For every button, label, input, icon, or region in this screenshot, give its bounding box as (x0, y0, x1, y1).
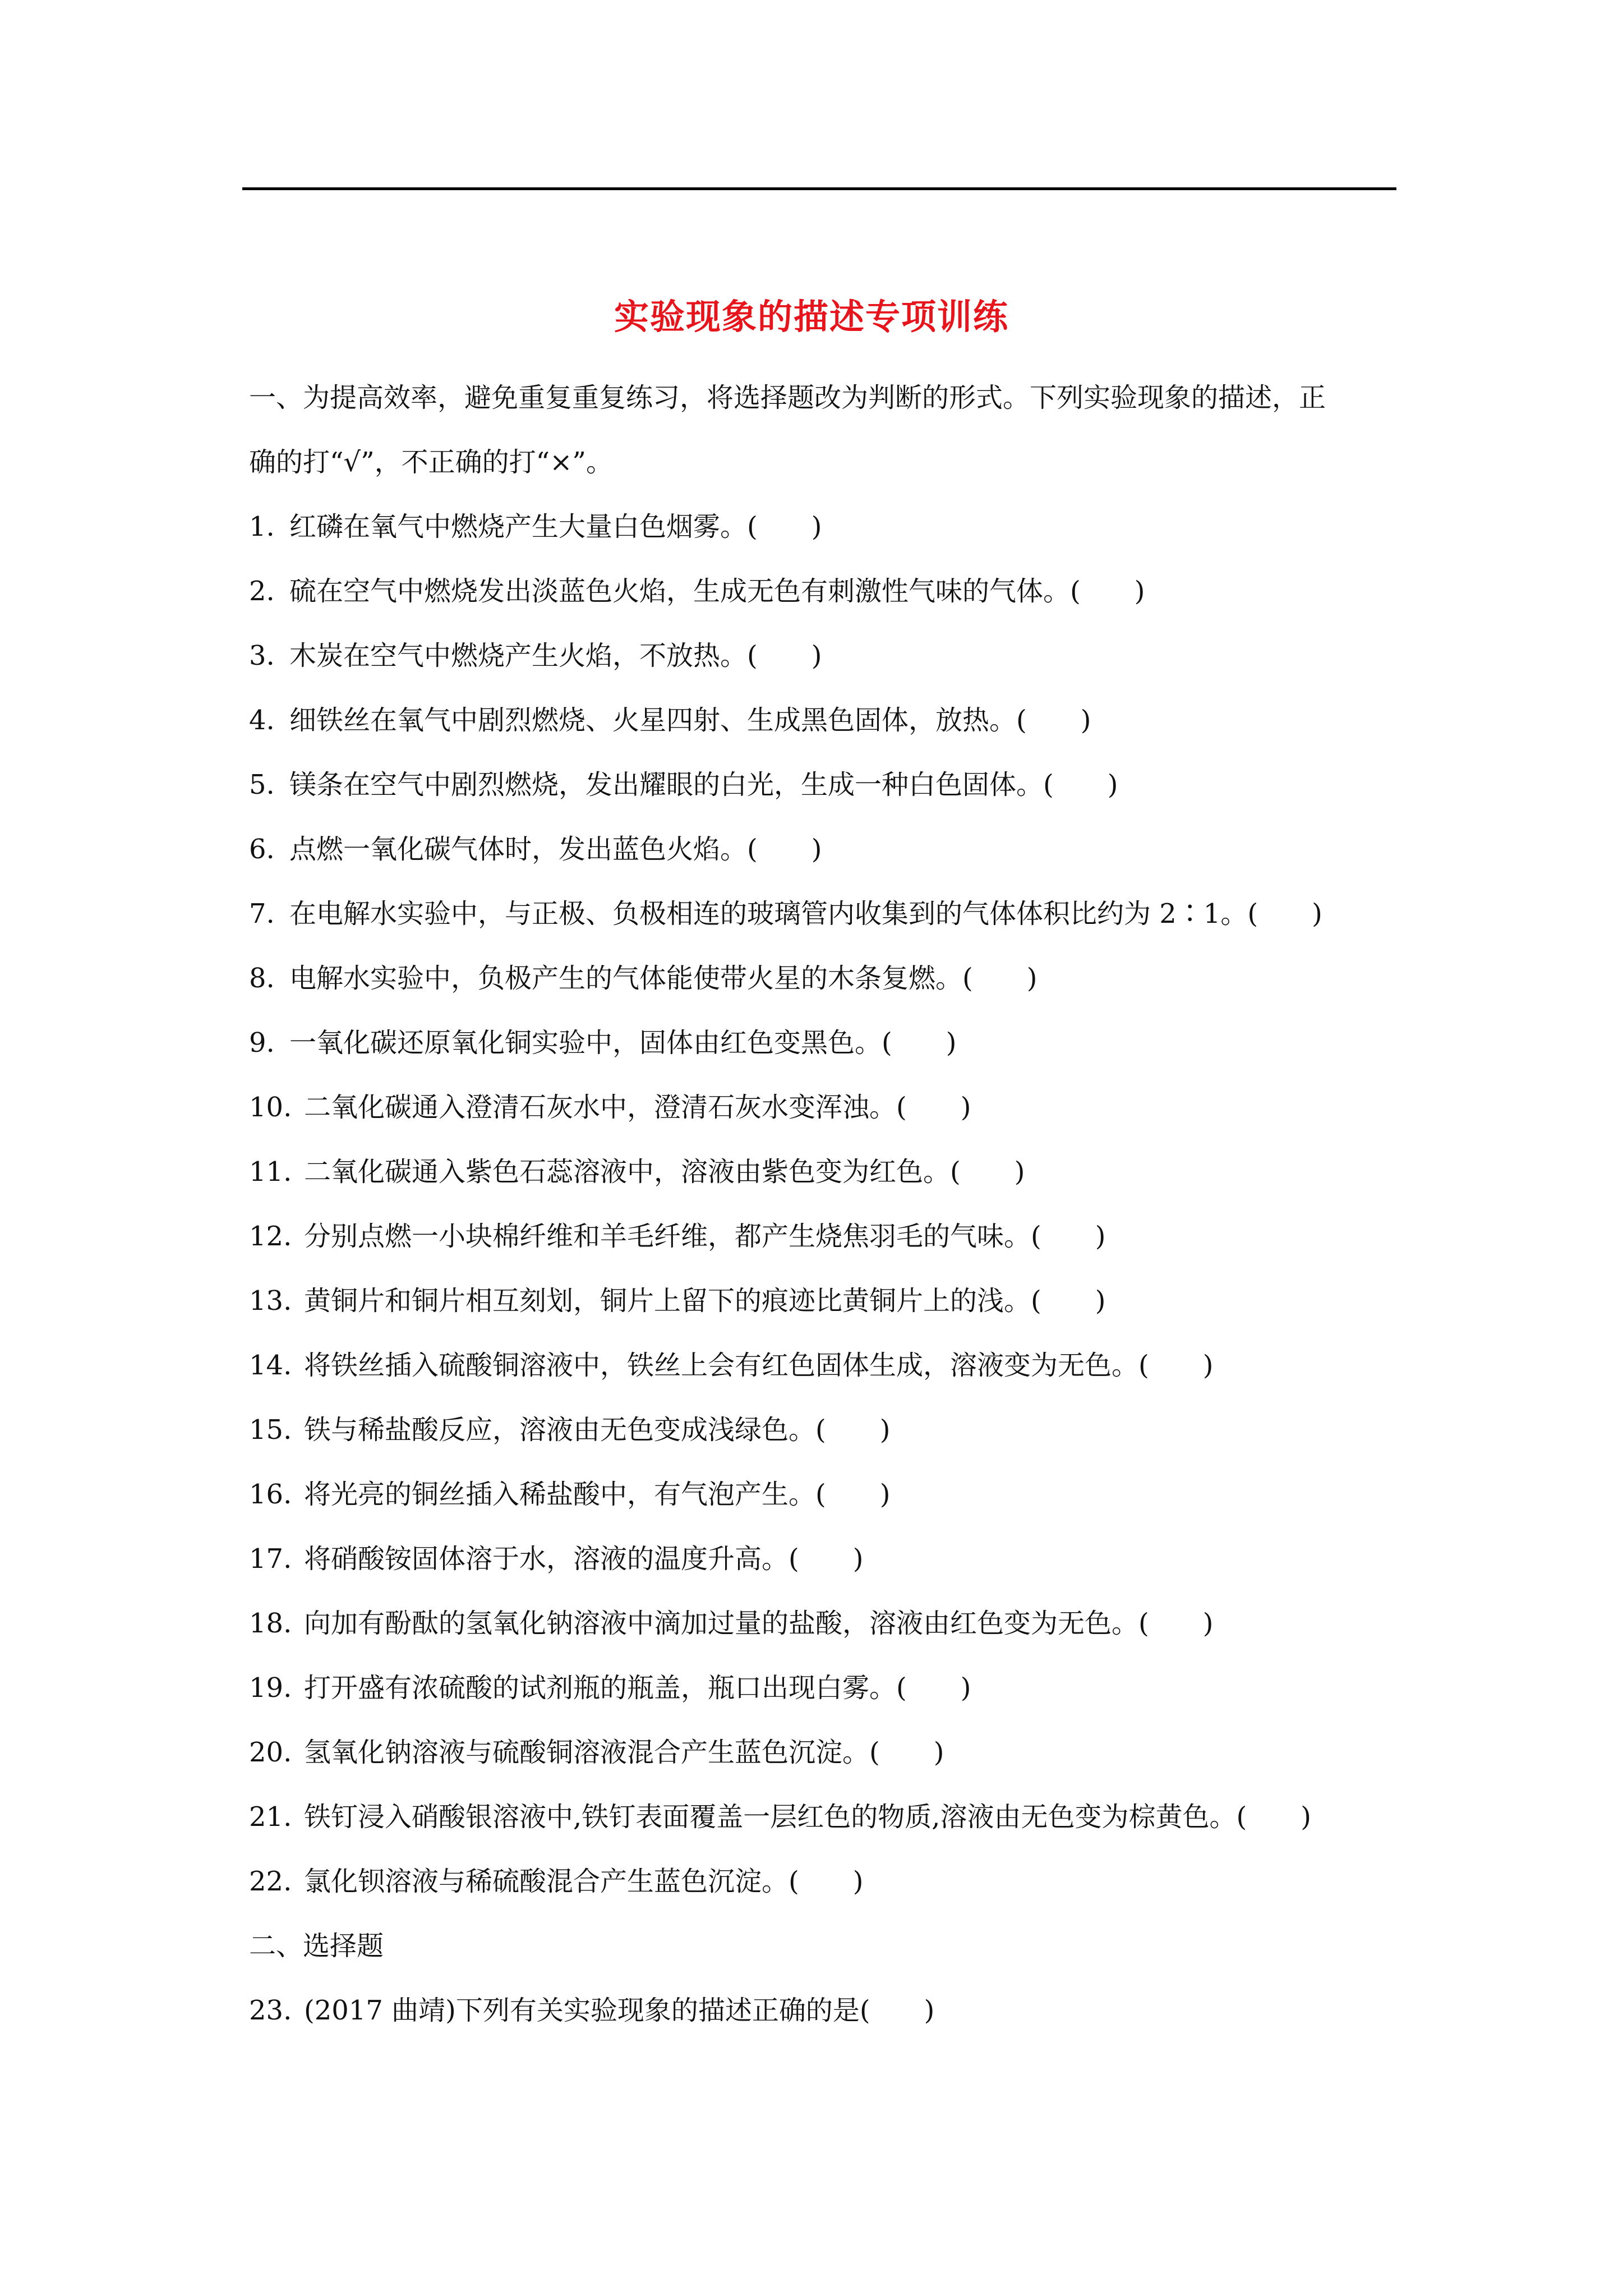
question-text: 氢氧化钠溶液与硫酸铜溶液混合产生蓝色沉淀。( ) (304, 1737, 944, 1768)
question-text: 红磷在氧气中燃烧产生大量白色烟雾。( ) (289, 511, 822, 542)
question-number: 10. (249, 1092, 292, 1123)
question-number: 12. (249, 1221, 292, 1252)
question-list (249, 495, 1399, 1914)
question-text: 二氧化碳通入澄清石灰水中，澄清石灰水变浑浊。( ) (304, 1092, 971, 1123)
question-text: 将铁丝插入硫酸铜溶液中，铁丝上会有红色固体生成，溶液变为无色。( ) (304, 1350, 1214, 1381)
question-number: 22. (249, 1866, 292, 1897)
question-item (249, 495, 1399, 559)
question-text: 黄铜片和铜片相互刻划，铜片上留下的痕迹比黄铜片上的浅。( ) (304, 1285, 1106, 1317)
question-number: 8. (249, 963, 275, 994)
question-number: 15. (249, 1414, 292, 1446)
question-item (249, 1333, 1399, 1398)
question-number: 1. (249, 511, 275, 542)
question-text: 铁与稀盐酸反应，溶液由无色变成浅绿色。( ) (304, 1414, 891, 1446)
question-number: 16. (249, 1479, 292, 1510)
question-item (249, 1591, 1399, 1656)
question-text: 打开盛有浓硫酸的试剂瓶的瓶盖，瓶口出现白雾。( ) (304, 1672, 971, 1704)
intro-line: 一、为提高效率，避免重复重复练习，将选择题改为判断的形式。下列实验现象的描述，正 (249, 382, 1326, 413)
question-number: 3. (249, 640, 275, 671)
section1-intro (249, 366, 1399, 495)
question-item (249, 753, 1399, 817)
question-item (249, 624, 1399, 688)
question-number: 13. (249, 1285, 292, 1317)
question-number: 4. (249, 705, 275, 736)
question-item (249, 1140, 1399, 1204)
question-item (249, 1720, 1399, 1785)
question-text: (2017 曲靖)下列有关实验现象的描述正确的是( ) (304, 1995, 935, 2026)
question-item (249, 1462, 1399, 1527)
question-item (249, 688, 1399, 753)
question-text: 细铁丝在氧气中剧烈燃烧、火星四射、生成黑色固体，放热。( ) (289, 705, 1091, 736)
section2-heading: 二、选择题 (249, 1930, 384, 1962)
question-text: 电解水实验中，负极产生的气体能使带火星的木条复燃。( ) (289, 963, 1038, 994)
intro-line: 确的打“√”，不正确的打“×”。 (249, 447, 613, 478)
question-text: 铁钉浸入硝酸银溶液中,铁钉表面覆盖一层红色的物质,溶液由无色变为棕黄色。( ) (304, 1801, 1311, 1833)
question-item (249, 1527, 1399, 1591)
question-item (249, 882, 1399, 946)
question-text: 木炭在空气中燃烧产生火焰，不放热。( ) (289, 640, 822, 671)
question-number: 23. (249, 1995, 292, 2026)
question-item (249, 1204, 1399, 1269)
question-text: 向加有酚酞的氢氧化钠溶液中滴加过量的盐酸，溶液由红色变为无色。( ) (304, 1608, 1214, 1639)
question-number: 11. (249, 1156, 292, 1188)
question-number: 2. (249, 576, 275, 607)
question-item (249, 559, 1399, 624)
question-text: 在电解水实验中，与正极、负极相连的玻璃管内收集到的气体体积比约为 2∶1。( ) (289, 898, 1322, 930)
question-number: 6. (249, 834, 275, 865)
question-number: 7. (249, 898, 275, 930)
question-item (249, 1656, 1399, 1720)
question-item (249, 946, 1399, 1011)
question-item (249, 817, 1399, 882)
choice-question-list (249, 1978, 1399, 2043)
question-number: 14. (249, 1350, 292, 1381)
question-item (249, 1075, 1399, 1140)
question-text: 将光亮的铜丝插入稀盐酸中，有气泡产生。( ) (304, 1479, 891, 1510)
question-text: 一氧化碳还原氧化铜实验中，固体由红色变黑色。( ) (289, 1027, 957, 1059)
content (249, 366, 1399, 2043)
question-item (249, 1269, 1399, 1333)
question-number: 20. (249, 1737, 292, 1768)
question-number: 5. (249, 769, 275, 800)
question-number: 9. (249, 1027, 275, 1059)
question-number: 17. (249, 1543, 292, 1575)
question-text: 二氧化碳通入紫色石蕊溶液中，溶液由紫色变为红色。( ) (304, 1156, 1025, 1188)
page-title: 实验现象的描述专项训练 (614, 296, 1009, 337)
question-item (249, 1849, 1399, 1914)
question-text: 氯化钡溶液与稀硫酸混合产生蓝色沉淀。( ) (304, 1866, 864, 1897)
header-rule (242, 187, 1396, 190)
question-text: 分别点燃一小块棉纤维和羊毛纤维，都产生烧焦羽毛的气味。( ) (304, 1221, 1106, 1252)
question-text: 镁条在空气中剧烈燃烧，发出耀眼的白光，生成一种白色固体。( ) (289, 769, 1118, 800)
question-text: 硫在空气中燃烧发出淡蓝色火焰，生成无色有刺激性气味的气体。( ) (289, 576, 1145, 607)
question-number: 21. (249, 1801, 292, 1833)
question-number: 19. (249, 1672, 292, 1704)
question-item (249, 1978, 1399, 2043)
question-text: 将硝酸铵固体溶于水，溶液的温度升高。( ) (304, 1543, 864, 1575)
question-item (249, 1398, 1399, 1462)
question-number: 18. (249, 1608, 292, 1639)
question-item (249, 1011, 1399, 1075)
question-item (249, 1785, 1399, 1849)
question-text: 点燃一氧化碳气体时，发出蓝色火焰。( ) (289, 834, 822, 865)
